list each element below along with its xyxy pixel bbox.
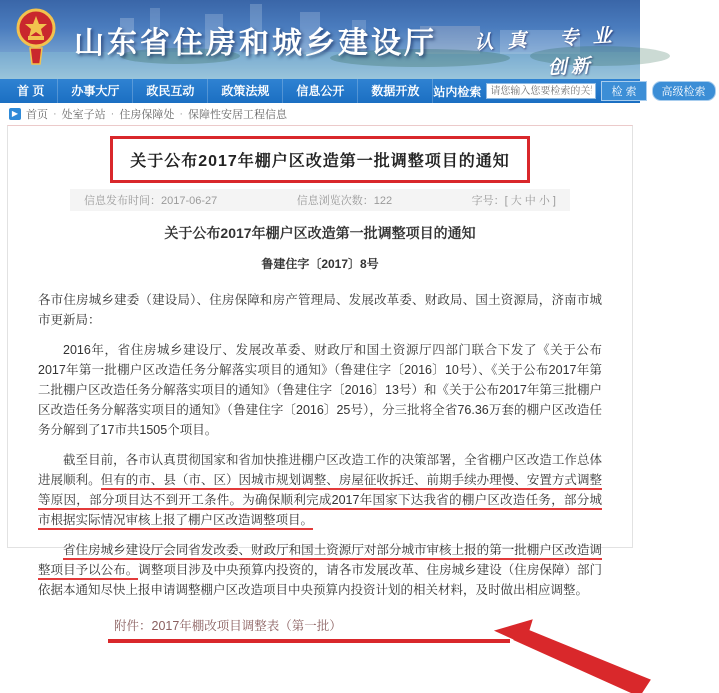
nav-item-interaction[interactable]: 政民互动 bbox=[133, 79, 208, 103]
article-meta-bar bbox=[70, 189, 570, 211]
paragraph-text: 各市住房城乡建委（建设局）、住房保障和房产管理局、发展改革委、财政局、国土资源局，济南市城市更新局： bbox=[38, 293, 602, 327]
document-body bbox=[8, 272, 632, 600]
document-number: 鲁建住字〔2017〕8号 bbox=[261, 257, 379, 271]
paragraph-text: 截至目前，各市认真贯彻国家和省加快推进棚户区改造工作的决策部署，全省棚户区改造工作总体进展顺利。 bbox=[38, 453, 602, 487]
font-size-options[interactable]: [ 大 中 小 ] bbox=[504, 195, 556, 207]
breadcrumb-separator: · bbox=[110, 108, 115, 120]
site-title: 山东省住房和城乡建设厅 bbox=[74, 27, 437, 60]
breadcrumb-department-substation[interactable]: 处室子站 bbox=[61, 109, 106, 121]
nav-item-open-data[interactable]: 数据开放 bbox=[358, 79, 433, 103]
attachment-link[interactable]: 附件：2017年棚改项目调整表（第一批） bbox=[114, 619, 342, 633]
paragraph-text: 调整项目涉及中央预算内投资的，请各市发展改革、住房城乡建设（住房保障）部门依据本通知尽快上报申请调整棚户区改造项目中央预算内投资计划的相关材料，及时做出相应调整。 bbox=[38, 563, 602, 597]
search-input[interactable] bbox=[486, 83, 596, 99]
document-title: 关于公布2017年棚户区改造第一批调整项目的通知 bbox=[164, 225, 476, 241]
article-content-panel bbox=[7, 125, 633, 633]
header-slogan bbox=[473, 20, 627, 84]
breadcrumb-separator: · bbox=[179, 108, 184, 120]
paragraph-announcement bbox=[38, 540, 602, 600]
highlighted-article-title: 关于公布2017年棚户区改造第一批调整项目的通知 bbox=[110, 136, 530, 183]
publish-time-value: 2017-06-27 bbox=[161, 195, 218, 207]
breadcrumb-project-info[interactable]: 保障性安居工程信息 bbox=[188, 109, 288, 121]
site-search-label: 站内检索 bbox=[433, 84, 482, 99]
paragraph-text-red-underlined: 但有的市、县（市、区）因城市规划调整、房屋征收拆迁、前期手续办理慢、安置方式调整等原因，部分项目达不到开工条件。为确保顺利完成2017年国家下达我省的棚户区改造任务，部分城市根据实际情况审核上报了棚户区改造调整项目。 bbox=[38, 473, 602, 530]
breadcrumb bbox=[0, 103, 640, 125]
slogan-line1: 认真 专业 bbox=[473, 25, 626, 54]
publish-time bbox=[84, 192, 217, 208]
paragraph-background bbox=[38, 340, 602, 440]
paragraph-text-red-underlined: 省住房城乡建设厅会同省发改委、财政厅和国土资源厅对部分城市审核上报的第一批棚户区改造调整项目予以公布。 bbox=[38, 543, 602, 580]
search-button[interactable]: 检 索 bbox=[601, 81, 646, 101]
main-navbar bbox=[0, 79, 706, 103]
paragraph-text: 2016年，省住房城乡建设厅、发展改革委、财政厅和国土资源厅四部门联合下发了《关于公布2017年第一批棚户区改造任务分解落实项目的通知》（鲁建住字〔2016〕10号）、《关于公布2017年第二批棚户区改造任务分解落实项目的通知》（鲁建住字〔2016〕13号）和《关于公布2017年第三批棚户区改造任务分解落实项目的通知》（鲁建住字〔2016〕25号），分三批将全省76.36万套的棚户区改造任务分解到了17市共1505个项目。 bbox=[38, 343, 602, 437]
paragraph-current-status bbox=[38, 450, 602, 530]
nav-item-home[interactable]: 首 页 bbox=[4, 79, 58, 103]
font-size-label: 字号： bbox=[471, 195, 505, 207]
site-header bbox=[0, 0, 640, 79]
font-size-control bbox=[472, 192, 556, 208]
nav-item-policies[interactable]: 政策法规 bbox=[208, 79, 283, 103]
red-annotation-arrow-icon bbox=[494, 618, 664, 693]
breadcrumb-separator: · bbox=[53, 108, 57, 120]
nav-item-service-hall[interactable]: 办事大厅 bbox=[58, 79, 133, 103]
site-search-area bbox=[433, 81, 718, 101]
slogan-line2: 创新 bbox=[547, 55, 595, 80]
breadcrumb-home[interactable]: 首页 bbox=[26, 109, 48, 121]
advanced-search-button[interactable]: 高级检索 bbox=[652, 81, 716, 101]
red-annotation-underline bbox=[108, 639, 510, 643]
publish-time-label: 信息发布时间： bbox=[84, 195, 161, 207]
attachment-section bbox=[8, 616, 632, 686]
nav-item-info-disclosure[interactable]: 信息公开 bbox=[283, 79, 358, 103]
view-count bbox=[297, 192, 392, 208]
national-emblem-icon bbox=[16, 6, 56, 72]
paragraph-recipients bbox=[38, 290, 602, 330]
breadcrumb-arrow-icon: ▶ bbox=[9, 108, 21, 120]
view-count-label: 信息浏览次数： bbox=[296, 195, 374, 207]
view-count-value: 122 bbox=[373, 195, 393, 207]
breadcrumb-housing-security[interactable]: 住房保障处 bbox=[119, 109, 175, 121]
